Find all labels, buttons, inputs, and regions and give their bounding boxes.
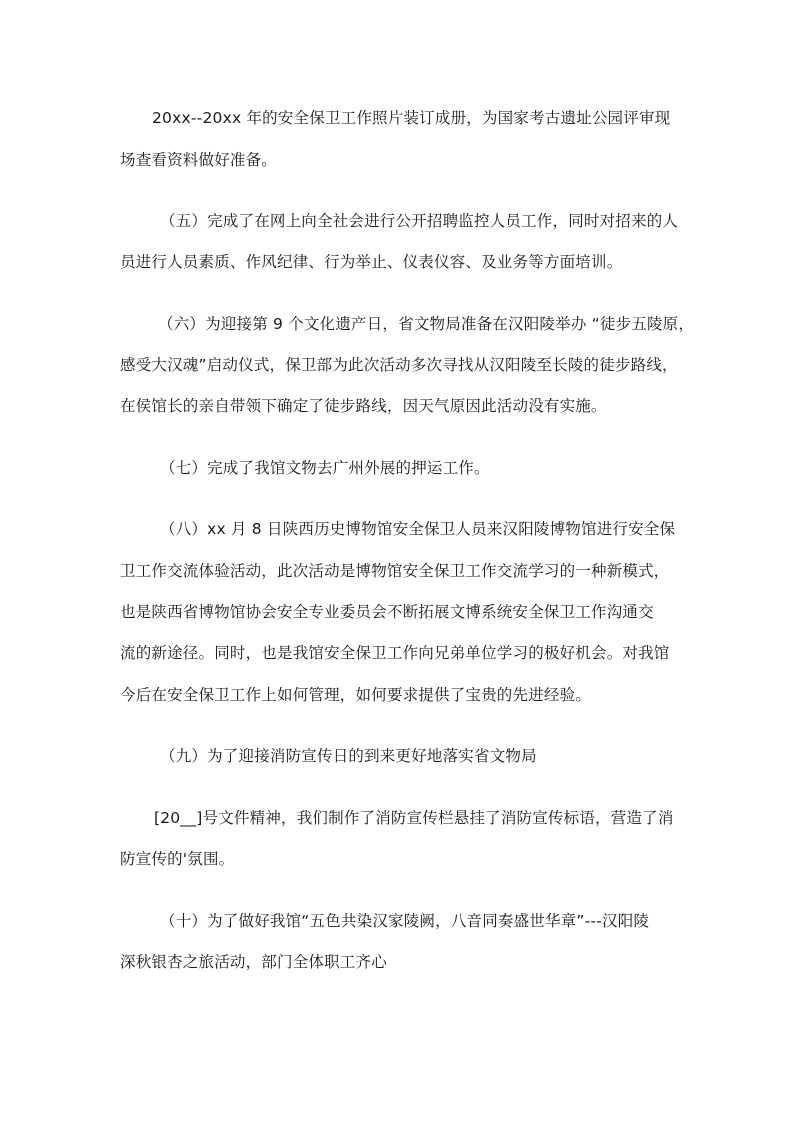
paragraph-5-line-3: 也是陕西省博物馆协会安全专业委员会不断拓展文博系统安全保卫工作沟通交	[120, 603, 654, 621]
paragraph-1-line-2: 场查看资料做好准备。	[120, 151, 278, 169]
paragraph-5-line-1: （八）xx 月 8 日陕西历史博物馆安全保卫人员来汉阳陵博物馆进行安全保	[160, 520, 676, 538]
paragraph-8-line-1: （十）为了做好我馆“五色共染汉家陵阙，八音同奏盛世华章”---汉阳陵	[160, 912, 650, 930]
paragraph-1-line-1: 20xx--20xx 年的安全保卫工作照片装订成册，为国家考古遗址公园评审现	[152, 109, 671, 127]
paragraph-5-line-2: 卫工作交流体验活动，此次活动是博物馆安全保卫工作交流学习的一种新模式，	[120, 562, 670, 580]
paragraph-8-line-2: 深秋银杏之旅活动，部门全体职工齐心	[120, 953, 387, 971]
paragraph-3-line-1: （六）为迎接第 9 个文化遗产日，省文物局准备在汉阳陵举办 “徒步五陵原，	[158, 315, 695, 333]
paragraph-5-line-4: 流的新途径。同时，也是我馆安全保卫工作向兄弟单位学习的极好机会。对我馆	[120, 644, 670, 662]
paragraph-2-line-1: （五）完成了在网上向全社会进行公开招聘监控人员工作，同时对招来的人	[160, 212, 679, 230]
paragraph-4-line-1: （七）完成了我馆文物去广州外展的押运工作。	[160, 459, 490, 477]
paragraph-7-line-2: 防宣传的'氛围。	[120, 850, 235, 868]
paragraph-6-line-1: （九）为了迎接消防宣传日的到来更好地落实省文物局	[160, 747, 537, 765]
paragraph-7-line-1: [20__]号文件精神，我们制作了消防宣传栏悬挂了消防宣传标语，营造了消	[154, 809, 674, 827]
paragraph-5-line-5: 今后在安全保卫工作上如何管理，如何要求提供了宝贵的先进经验。	[120, 686, 592, 704]
paragraph-3-line-2: 感受大汉魂”启动仪式，保卫部为此次活动多次寻找从汉阳陵至长陵的徒步路线，	[120, 356, 678, 374]
paragraph-2-line-2: 员进行人员素质、作风纪律、行为举止、仪表仪容、及业务等方面培训。	[120, 253, 623, 271]
paragraph-3-line-3: 在侯馆长的亲自带领下确定了徒步路线，因天气原因此活动没有实施。	[120, 397, 607, 415]
